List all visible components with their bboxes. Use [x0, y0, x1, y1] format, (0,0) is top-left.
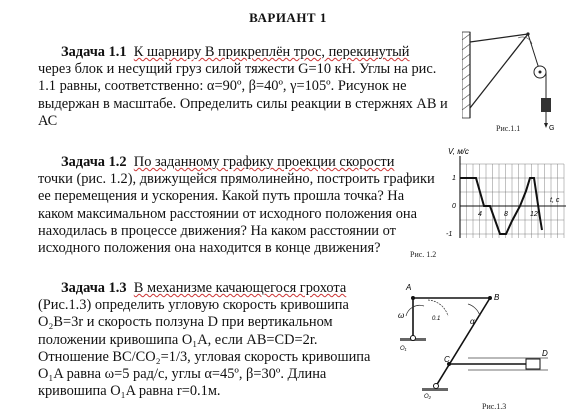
- graph-y-tick-1: 1: [452, 175, 456, 182]
- graph-x-tick-8: 8: [504, 211, 508, 218]
- label-omega: ω: [398, 311, 405, 320]
- figure-1-2-velocity-graph: [446, 146, 572, 246]
- task-1-1-text: Задача 1.1 К шарниру В прикреплён трос, перекинутый через блок и несущий груз силой тяжести G=10 кН. Углы на рис. 1.1 равны, соответственно: α=90º, β=40º, γ=105º. Рисунок не выдержан в масштабе. Определить силы реакции в стержнях АВ и АС: [38, 44, 448, 129]
- figure-1-2-caption: Рис. 1.2: [410, 250, 437, 259]
- task-1-2-text: Задача 1.2 По заданному графику проекции скорости точки (рис. 1.2), движущейся прямолинейно, построить графики ее перемещения и ускорения. Какой путь прошла точка? На каком максимальном расстоянии от исходного положения она находилась в процессе движения? На каком расстоянии от исходного положения она находится в конце движения?: [38, 154, 435, 257]
- graph-x-label: t, с: [550, 197, 560, 204]
- task-1-3-text: Задача 1.3 В механизме качающегося грохота (Рис.1.3) определить угловую скорость кривошипа O₂B=3r и скорость ползуна D при вертикальном положении кривошипа O₁A, если AB=CD=2r. Отношение BC/CO₂=1/3, угловая скорость кривошипа O₁A равна ω=5 рад/с, углы α=45º, β=30º. Длина кривошипа O₁A равна r=0.1м.: [38, 280, 371, 400]
- task-1-1-label: Задача 1.1: [61, 44, 127, 60]
- task-1-2-label: Задача 1.2: [61, 154, 127, 170]
- task-1-3-label: Задача 1.3: [61, 280, 127, 296]
- label-d: D: [542, 349, 548, 358]
- figure-1-1: [462, 28, 572, 138]
- label-o2: O₂: [424, 394, 431, 400]
- figure-1-3-caption: Рис.1.3: [482, 402, 507, 411]
- graph-y-label: V, м/с: [448, 147, 469, 156]
- label-alpha: α: [470, 317, 475, 326]
- graph-x-tick-12: 12: [530, 211, 538, 218]
- label-o1: O₁: [400, 346, 407, 352]
- graph-x-tick-4: 4: [478, 211, 482, 218]
- label-g: G: [549, 125, 555, 132]
- figure-1-3-mechanism: [398, 276, 572, 400]
- label-c: C: [444, 355, 450, 364]
- label-r: 0.1: [432, 316, 441, 322]
- figure-1-1-caption: Рис.1.1: [496, 124, 521, 133]
- graph-y-tick-0: 0: [452, 203, 456, 210]
- label-a: A: [406, 283, 412, 292]
- page-title: ВАРИАНТ 1: [249, 10, 327, 25]
- label-b: B: [494, 293, 500, 302]
- graph-y-tick-minus-1: -1: [446, 231, 453, 238]
